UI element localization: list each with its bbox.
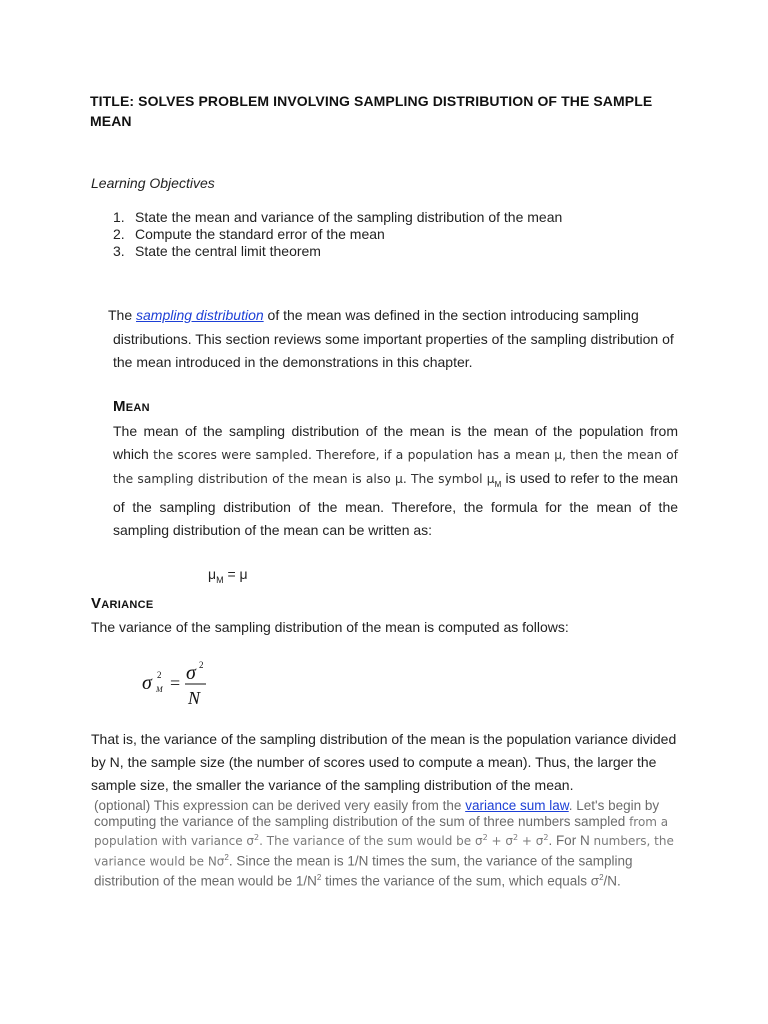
formula-sigma-rhs: σ [186, 662, 196, 684]
superscript: 2 [543, 833, 549, 842]
intro-line1: of the mean was defined in the section introducing sampling [263, 307, 639, 323]
optional-text-a: (optional) This expression can be derived very easily from the [94, 798, 466, 813]
optional-text-c3: + σ [487, 834, 513, 848]
optional-text-d2: . Since the mean is 1/N times the sum, the variance of the sampling distribution of the mean would be 1/N [94, 853, 633, 888]
mean-paragraph [113, 420, 678, 542]
formula-exp-rhs: 2 [199, 660, 204, 670]
mean-text-3b: is used to refer to the mean of the [113, 470, 678, 515]
intro-paragraph [108, 304, 678, 375]
optional-derivation [94, 798, 684, 889]
formula-denominator: N [188, 688, 201, 708]
mean-formula-subscript: M [216, 574, 224, 585]
page-title: TITLE: SOLVES PROBLEM INVOLVING SAMPLING DISTRIBUTION OF THE SAMPLE MEAN [90, 93, 653, 129]
list-item-text: Compute the standard error of the mean [135, 226, 385, 242]
superscript: 2 [482, 833, 488, 842]
list-item [113, 226, 562, 243]
intro-line2: distributions. This section reviews some important properties of the sampling distribution of [113, 330, 674, 347]
list-item-number: 2. [113, 226, 125, 242]
formula-equals: = [170, 673, 181, 693]
mean-formula [208, 566, 248, 585]
mean-symbol-subscript: M [494, 479, 502, 489]
learning-objectives-list [113, 209, 562, 260]
variance-intro: The variance of the sampling distribution of the mean is computed as follows: [91, 619, 569, 635]
list-item [113, 243, 562, 260]
list-item-text: State the central limit theorem [135, 243, 321, 259]
intro-prefix: The [108, 307, 137, 323]
optional-text-d4: /N. [603, 873, 621, 888]
variance-formula [140, 651, 230, 711]
list-item-number: 3. [113, 243, 125, 259]
intro-line3: the mean introduced in the demonstrations in this chapter. [113, 354, 473, 370]
optional-text-c4: + σ [518, 834, 544, 848]
list-item-number: 1. [113, 209, 125, 225]
superscript: 2 [254, 833, 260, 842]
formula-sub-lhs: M [156, 685, 163, 694]
variance-sum-law-link[interactable]: variance sum law [465, 798, 569, 813]
mean-heading: Mean [113, 398, 150, 415]
optional-text-d3: times the variance of the sum, which equals σ [321, 873, 600, 888]
list-item-text: State the mean and variance of the sampling distribution of the mean [135, 209, 563, 225]
superscript: 2 [512, 833, 519, 842]
sampling-distribution-link[interactable]: sampling distribution [136, 307, 264, 323]
learning-objectives-heading: Learning Objectives [91, 175, 215, 191]
superscript: 2 [224, 852, 229, 862]
optional-text-c1: from a population with variance σ [94, 814, 669, 848]
optional-text-d: numbers, the variance would be Nσ [94, 834, 674, 868]
formula-exp-lhs: 2 [157, 670, 162, 680]
variance-heading: Variance [91, 595, 154, 612]
optional-text-c5: . For N [548, 833, 590, 848]
formula-sigma-lhs: σ [142, 672, 152, 694]
mean-formula-lhs: μ [208, 566, 217, 582]
mean-text-3a: sampling distribution of the mean is also μ. The symbol μ [137, 472, 495, 486]
mean-formula-rhs: = μ [223, 566, 248, 582]
optional-text-c2: . The variance of the sum would be σ [259, 834, 483, 848]
optional-text-b: . Let's begin by computing the variance of the sampling distribution of the sum of three numbers sampled [94, 798, 660, 829]
variance-explanation: That is, the variance of the sampling distribution of the mean is the population variance divided by N, the sample size (the number of scores used to compute a mean). Thus, the larger the sample size, the smaller the variance of the sampling distribution of the mean. [91, 731, 677, 793]
superscript: 2 [599, 872, 604, 882]
list-item [113, 209, 562, 226]
mean-text-2: the scores were sampled. Therefore, if a population has a mean μ, then the mean of the [113, 448, 679, 486]
superscript: 2 [316, 872, 322, 882]
mean-text-4: sampling distribution of the mean. Therefore, the formula for the mean of the sampling distribution of the mean can be written as: [113, 498, 679, 538]
mean-text-1: The mean of the sampling distribution of the mean is the mean of the population from which [113, 423, 678, 462]
